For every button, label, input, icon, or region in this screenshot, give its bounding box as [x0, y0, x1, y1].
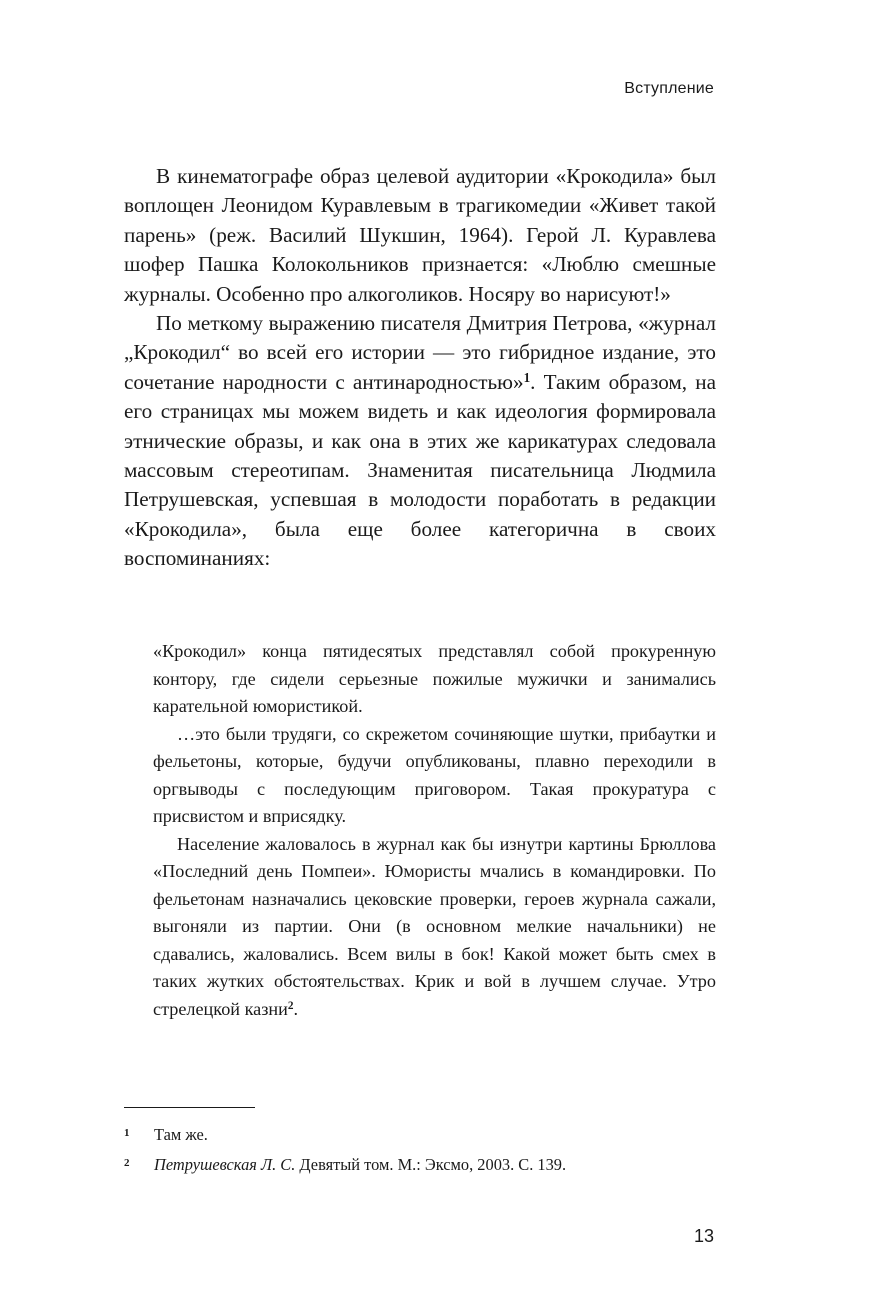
footnote-mark: 2 [124, 1157, 130, 1169]
footnote-2 [124, 1151, 724, 1181]
footnote-mark: 1 [124, 1127, 130, 1139]
footnote-author: Петрушевская Л. С. [154, 1155, 296, 1174]
block-quote [153, 638, 716, 1023]
footnote-ref-2[interactable]: 2 [287, 999, 294, 1012]
page-number: 13 [693, 1226, 714, 1246]
footnote-body: Там же. [154, 1125, 208, 1144]
footnote-text [154, 1151, 566, 1179]
footnote-ref-1[interactable]: 1 [523, 369, 531, 385]
running-head: Вступление [624, 80, 714, 97]
paragraph-1: В кинематографе образ целевой аудитории «Крокодила» был воплощен Леонидом Куравлевым в трагикомедии «Живет такой парень» (реж. Василий Шукшин, 1964). Герой Л. Куравлева шофер Пашка Колокольников признается: «Люблю смешные журналы. Особенно про алкоголиков. Носяру во нарисуют!» [124, 164, 716, 306]
quote-paragraph-3-end: . [293, 998, 299, 1019]
footnotes [124, 1121, 724, 1181]
paragraph-2-text-start: По меткому выражению писателя Дмитрия Петрова, «журнал „Крокодил“ во всей его истории — это гибридное издание, это сочетание народности с антинародностью» [124, 311, 716, 394]
footnote-body: Девятый том. М.: Эксмо, 2003. С. 139. [295, 1155, 567, 1174]
quote-paragraph-2: …это были трудяги, со скрежетом сочиняющие шутки, прибаутки и фельетоны, которые, будучи опубликованы, плавно переходили в оргвыводы с последующим приговором. Такая прокуратура с присвистом и вприсядку. [153, 723, 716, 826]
footnote-rule [124, 1107, 255, 1108]
footnote-text [154, 1121, 208, 1149]
quote-paragraph-3 [153, 831, 716, 1024]
quote-paragraph-3-text: Население жаловалось в журнал как бы изнутри картины Брюллова «Последний день Помпеи». Юмористы мчались в командировки. По фельетонам назначались цековские проверки, героев журнала сажали, выгоняли из партии. Они (в основном мелкие начальники) не сдавались, жаловались. Всем вилы в бок! Какой может быть смех в таких жутких обстоятельствах. Крик и вой в лучшем случае. Утро стрелецкой казни [153, 833, 716, 1019]
footnote-1 [124, 1121, 724, 1151]
paragraph-2 [124, 309, 716, 574]
main-text [124, 162, 716, 574]
paragraph-2-text-end: . Таким образом, на его страницах мы можем видеть и как идеология формировала этнические образы, и как она в этих же карикатурах следовала массовым стереотипам. Знаменитая писательница Людмила Петрушевская, успевшая в молодости поработать в редакции «Крокодила», была еще более категорична в своих воспоминаниях: [124, 369, 716, 571]
quote-paragraph-1: «Крокодил» конца пятидесятых представлял собой прокуренную контору, где сидели серьезные пожилые мужички и занимались карательной юмористикой. [153, 641, 716, 716]
